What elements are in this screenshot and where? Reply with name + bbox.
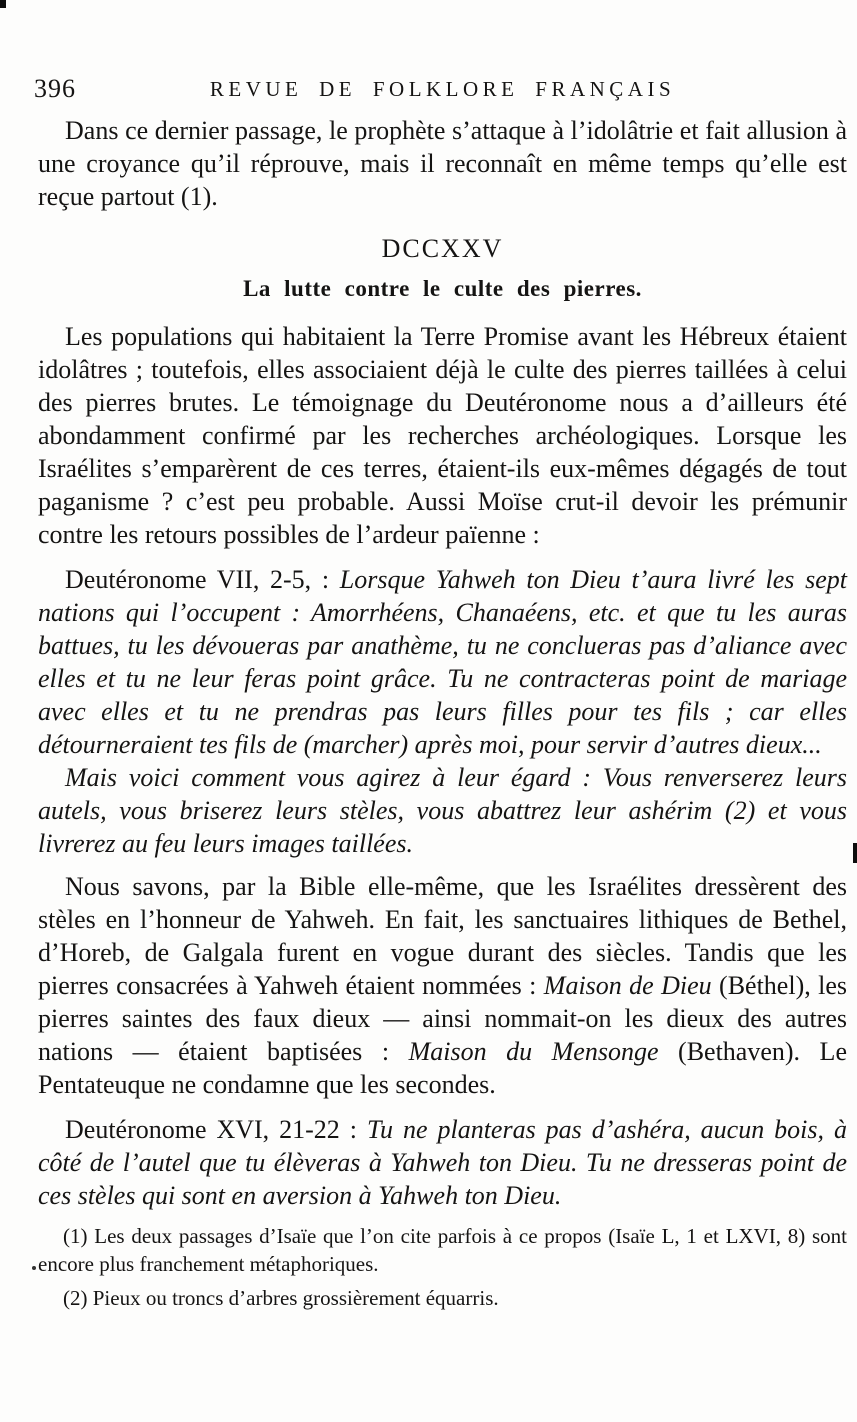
paragraph-quote-deuteronome-7 bbox=[38, 563, 847, 761]
scan-artifact-edge bbox=[853, 843, 857, 863]
text-run-italic: Lorsque Yahweh ton Dieu t’aura livré les sept nations qui l’occupent : Amorrhéens, Chanaéens, etc. et que tu les auras battues, tu les dévoueras par anathème, tu ne conclueras pas d’aliance avec elles et tu ne leur feras point grâce. Tu ne contracteras point de mariage avec elles et tu ne prendras pas leurs filles pour tes fils ; car elles détourneraient tes fils de (marcher) après moi, pour servir d’autres dieux... bbox=[38, 565, 847, 759]
paragraph-quote-deuteronome-16 bbox=[38, 1113, 847, 1212]
paragraph-steles bbox=[38, 870, 847, 1101]
text-run: Nous savons, par la Bible elle-même, que les Israélites dressèrent des stèles en l’honneur de Yahweh. En fait, les sanctuaires lithiques de Bethel, d’Horeb, de Galgala furent en vogue durant des siècles. Tandis que les pierres consacrées à Yahweh étaient nommées : bbox=[38, 872, 847, 1000]
scan-artifact-dot bbox=[32, 1266, 36, 1270]
text-run-italic: Mais voici comment vous agirez à leur égard : Vous renverserez leurs autels, vous briserez leurs stèles, vous abattrez leur ashérim (2) et vous livrerez au feu leurs images taillées. bbox=[38, 763, 847, 858]
paragraph-intro bbox=[38, 114, 847, 213]
footnotes bbox=[38, 1222, 847, 1312]
footnote-2: (2) Pieux ou troncs d’arbres grossièrement équarris. bbox=[63, 1286, 499, 1310]
text-run: Deutéronome XVI, 21-22 : bbox=[65, 1115, 367, 1144]
text-run-italic: Maison du Mensonge bbox=[408, 1037, 659, 1066]
text-run: Dans ce dernier passage, le prophète s’attaque à l’idolâtrie et fait allusion à une croyance qu’il réprouve, mais il reconnaît en même temps qu’elle est reçue partout (1). bbox=[38, 116, 847, 211]
text-run: (Bethaven). Le Pentateuque ne condamne que les secondes. bbox=[38, 1037, 847, 1099]
scan-artifact-corner bbox=[0, 0, 6, 8]
section-title: La lutte contre le culte des pierres. bbox=[243, 276, 642, 301]
text-run: (Béthel), les pierres saintes des faux dieux — ainsi nommait-on les dieux des autres nations — étaient baptisées : bbox=[38, 971, 847, 1066]
paragraph-quote-deuteronome-7-cont bbox=[38, 761, 847, 860]
running-head bbox=[34, 74, 847, 104]
paragraph-populations bbox=[38, 320, 847, 551]
text-run: Deutéronome VII, 2-5, : bbox=[65, 565, 340, 594]
text-run-italic: Tu ne planteras pas d’ashéra, aucun bois, à côté de l’autel que tu élèveras à Yahweh ton Dieu. Tu ne dresseras point de ces stèles qui sont en aversion à Yahweh ton Dieu. bbox=[38, 1115, 847, 1210]
footnote-1: (1) Les deux passages d’Isaïe que l’on cite parfois à ce propos (Isaïe L, 1 et LXVI, 8) sont encore plus franchement métaphoriques. bbox=[38, 1224, 847, 1276]
journal-title: REVUE DE FOLKLORE FRANÇAIS bbox=[209, 77, 676, 101]
section-number: DCCXXV bbox=[381, 234, 504, 263]
text-run: Les populations qui habitaient la Terre Promise avant les Hébreux étaient idolâtres ; toutefois, elles associaient déjà le culte des pierres taillées à celui des pierres brutes. Le témoignage du Deutéronome nous a d’ailleurs été abondamment confirmé par les recherches archéologiques. Lorsque les Israélites s’emparèrent de ces terres, étaient-ils eux-mêmes dégagés de tout paganisme ? c’est peu probable. Aussi Moïse crut-il devoir les prémunir contre les retours possibles de l’ardeur païenne : bbox=[38, 322, 847, 549]
page-number: 396 bbox=[34, 74, 76, 103]
text-run-italic: Maison de Dieu bbox=[543, 971, 712, 1000]
